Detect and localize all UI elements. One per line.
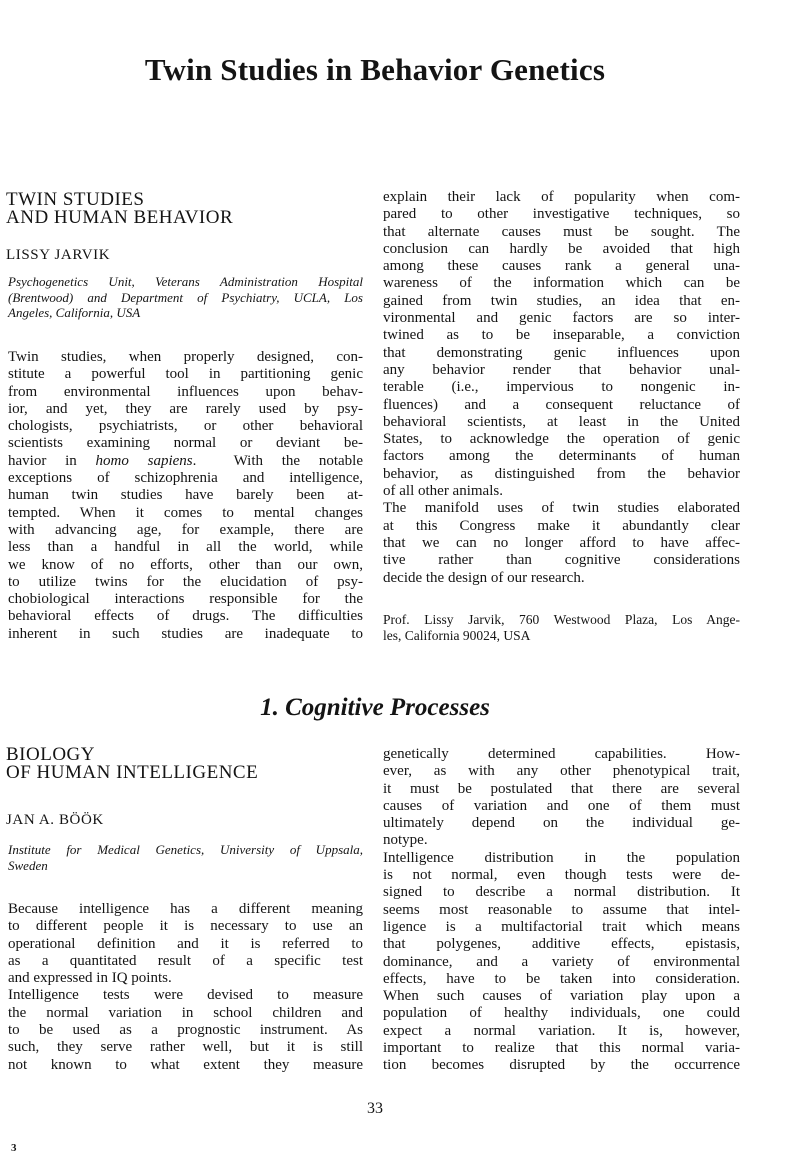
text-line: ultimately depend on the individual ge- <box>383 815 740 832</box>
article2-heading-line: OF HUMAN INTELLIGENCE <box>6 762 259 783</box>
section-heading: 1. Cognitive Processes <box>260 694 490 721</box>
text-line: of all other animals. <box>383 483 503 500</box>
text-line: explain their lack of popularity when com- <box>383 189 740 205</box>
text-line: is not normal, even though tests were de- <box>383 867 740 884</box>
text-line: and expressed in IQ points. <box>8 970 172 987</box>
article2-heading <box>6 746 258 782</box>
text-line: factors among the determinants of human <box>383 448 740 465</box>
article1-heading-line: AND HUMAN BEHAVIOR <box>6 207 234 228</box>
text-line: notype. <box>383 832 428 849</box>
text-line: Because intelligence has a different meaning <box>8 901 363 917</box>
article2-body-right <box>383 746 740 1075</box>
affiliation-line: (Brentwood) and Department of Psychiatry, UCLA, Los <box>8 289 363 305</box>
text-line: at this Congress make it abundantly clear <box>383 517 740 534</box>
article2-author: JAN A. BÖÖK <box>6 812 104 828</box>
text-line: Twin studies, when properly designed, con- <box>8 349 363 365</box>
text-line: effects, have to be taken into consideration. <box>383 970 740 987</box>
text-line: dominance, and a variety of environmental <box>383 953 740 970</box>
text-line: When such causes of variation play upon a <box>383 988 740 1005</box>
text-line: that polygenes, additive effects, epistasis, <box>383 936 740 953</box>
address-line: Prof. Lissy Jarvik, 760 Westwood Plaza, Los Ange- <box>383 612 740 627</box>
article1-heading <box>6 191 233 227</box>
text-line: scientists examining normal or deviant be- <box>8 435 363 452</box>
text-line: less than a handful in all the world, while <box>8 539 363 556</box>
text-line: that demonstrating genic influences upon <box>383 344 740 361</box>
text-line: we know of no efforts, other than our own, <box>8 556 363 573</box>
text-line: seems most reasonable to assume that intel- <box>383 901 740 918</box>
text-line: chobiological interactions responsible for the <box>8 591 363 608</box>
article2-heading-line: BIOLOGY <box>6 744 95 765</box>
affiliation-line: Sweden <box>8 857 48 873</box>
text-line: vironmental and genic factors are so inter- <box>383 310 740 327</box>
text-line: that alternate causes must be sought. The <box>383 223 740 240</box>
page-number: 33 <box>367 1100 383 1117</box>
text-line: behavioral effects of drugs. The difficulties <box>8 608 363 625</box>
text-line: from environmental influences upon behav- <box>8 383 363 400</box>
text-line: wareness of the information which can be <box>383 275 740 292</box>
text-line: behavioral scientists, at least in the United <box>383 413 740 430</box>
text-line: with advancing age, for example, there are <box>8 521 363 538</box>
affiliation-line: Institute for Medical Genetics, University of Uppsala, <box>8 842 363 857</box>
text-line: among these causes rank a general una- <box>383 258 740 275</box>
article1-body-right <box>383 189 740 587</box>
text-line: chologists, psychiatrists, or other behavioral <box>8 418 363 435</box>
text-line: tempted. When it comes to mental changes <box>8 504 363 521</box>
article1-author: LISSY JARVIK <box>6 247 111 263</box>
text-line: such, they serve rather well, but it is still <box>8 1039 363 1056</box>
text-line: ligence is a multifactorial trait which means <box>383 918 740 935</box>
text-line: ior, and yet, they are rarely used by psy- <box>8 400 363 417</box>
text-line: behavior, as distinguished from the behavior <box>383 465 740 482</box>
affiliation-line: Psychogenetics Unit, Veterans Administration Hospital <box>8 274 363 289</box>
text-line: decide the design of our research. <box>383 569 585 586</box>
text-line: pared to other investigative techniques, so <box>383 206 740 223</box>
text-line: not known to what extent they measure <box>8 1056 363 1073</box>
text-line: terable (i.e., impervious to nongenic in- <box>383 379 740 396</box>
text-line: tive rather than cognitive considerations <box>383 552 740 569</box>
text-line: expect a normal variation. It is, however, <box>383 1022 740 1039</box>
text-line: The manifold uses of twin studies elaborated <box>383 500 740 517</box>
text-line: conclusion can hardly be avoided that high <box>383 240 740 257</box>
text-line: genetically determined capabilities. How- <box>383 746 740 762</box>
text-line: to utilize twins for the elucidation of psy- <box>8 573 363 590</box>
text-line: that we can no longer afford to have affec- <box>383 534 740 551</box>
page-title: Twin Studies in Behavior Genetics <box>144 52 606 87</box>
text-line: exceptions of schizophrenia and intelligence, <box>8 470 363 487</box>
text-line: to different people it is necessary to use an <box>8 918 363 935</box>
article1-body-left <box>8 349 363 643</box>
article2-affiliation <box>8 842 363 873</box>
text-line: States, to acknowledge the operation of genic <box>383 431 740 448</box>
text-line: inherent in such studies are inadequate to <box>8 625 363 642</box>
text-line: human twin studies have barely been at- <box>8 487 363 504</box>
text-line: twined as to be inseparable, a conviction <box>383 327 740 344</box>
article1-address <box>383 612 740 644</box>
text-line: any behavior render that behavior unal- <box>383 361 740 378</box>
text-line: fluences) and a consequent reluctance of <box>383 396 740 413</box>
text-line: stitute a powerful tool in partitioning genic <box>8 366 363 383</box>
text-line: causes of variation and one of them must <box>383 797 740 814</box>
text-segment: . With the notable <box>192 452 363 469</box>
text-line: it must be postulated that there are several <box>383 780 740 797</box>
text-line: population of healthy individuals, one could <box>383 1005 740 1022</box>
text-line: Intelligence distribution in the population <box>383 849 740 866</box>
text-line: Intelligence tests were devised to measure <box>8 987 363 1004</box>
text-line: the normal variation in school children and <box>8 1004 363 1021</box>
text-line: ever, as with any other phenotypical trait, <box>383 763 740 780</box>
text-line: as a quantitated result of a specific test <box>8 952 363 969</box>
article1-heading-line: TWIN STUDIES <box>6 189 145 210</box>
text-line <box>8 453 363 470</box>
article2-body-left <box>8 901 363 1074</box>
signature-mark: 3 <box>11 1142 17 1154</box>
address-line: les, California 90024, USA <box>383 628 531 643</box>
text-line: to be used as a prognostic instrument. As <box>8 1022 363 1039</box>
text-line: signed to describe a normal distribution. It <box>383 884 740 901</box>
text-segment: havior in <box>8 452 96 469</box>
text-line: gained from twin studies, an idea that en- <box>383 292 740 309</box>
affiliation-line: Angeles, California, USA <box>8 305 141 320</box>
text-line: operational definition and it is referred to <box>8 935 363 952</box>
text-line: important to realize that this normal varia- <box>383 1040 740 1057</box>
article1-affiliation <box>8 274 363 321</box>
italic-text: homo sapiens <box>95 452 193 469</box>
text-line: tion becomes disrupted by the occurrence <box>383 1057 740 1074</box>
